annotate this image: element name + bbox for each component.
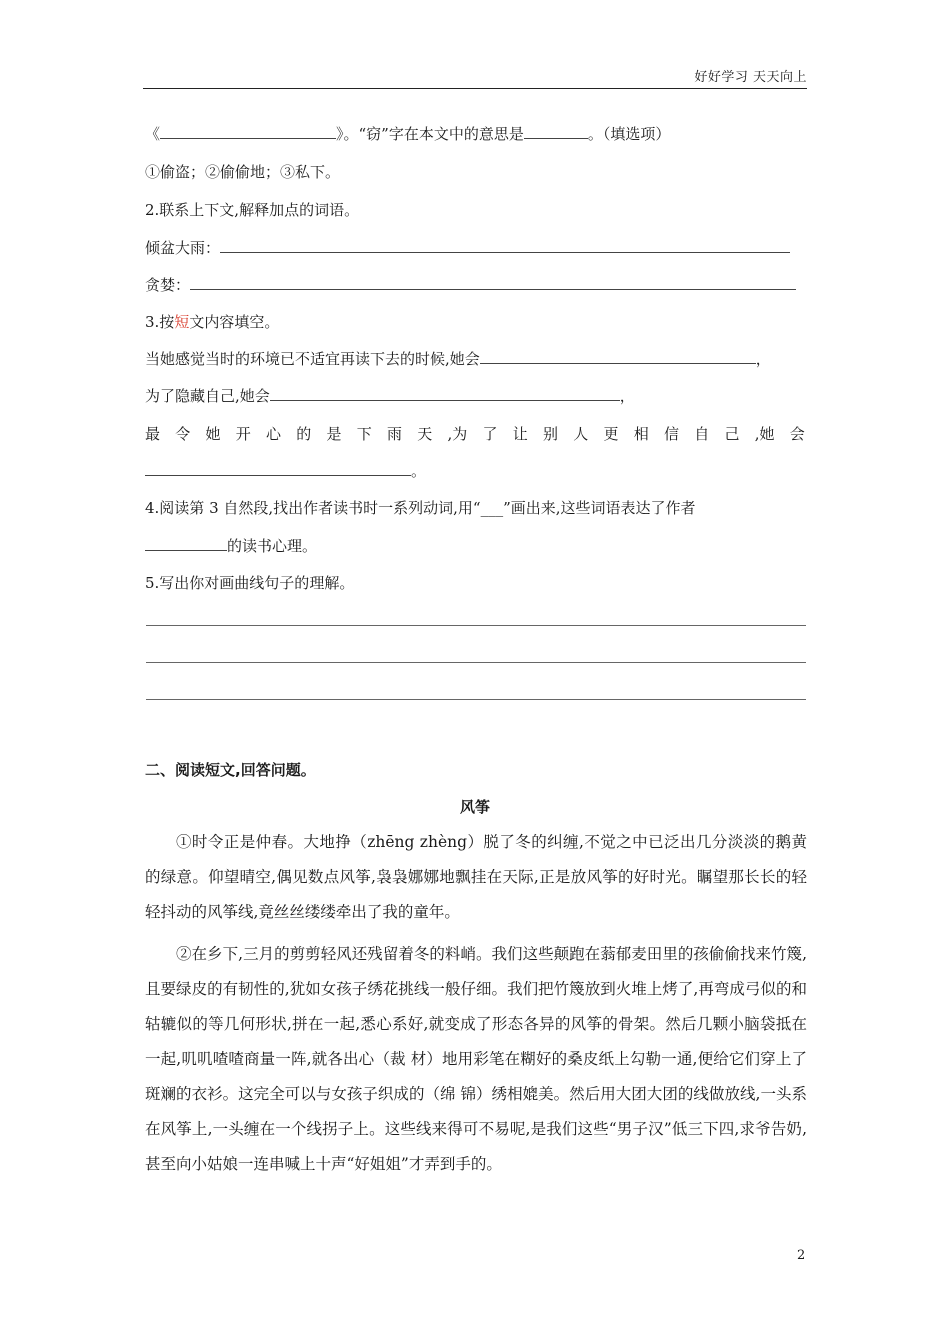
q4-line2-text: 的读书心理。 xyxy=(227,537,318,555)
q3-char: 自 xyxy=(694,425,710,443)
q3-blank1[interactable] xyxy=(480,349,756,364)
q1-open-bracket: 《 xyxy=(145,125,161,143)
q3-char: 让 xyxy=(512,425,528,443)
passage-title: 风筝 xyxy=(459,798,490,816)
q3-char: 信 xyxy=(664,425,680,443)
q3-blank3[interactable] xyxy=(145,461,411,476)
q3-char: ,为 xyxy=(447,425,468,443)
q3-char: ,她 xyxy=(754,425,775,443)
q1-text: 》。“窃”字在本文中的意思是 xyxy=(336,125,524,143)
q3-prompt-b: 文内容填空。 xyxy=(189,313,280,331)
q3-prompt-a: 3.按 xyxy=(145,313,175,331)
q3-line1-text: 当她感觉当时的环境已不适宜再读下去的时候,她会 xyxy=(145,350,480,368)
q3-blank2[interactable] xyxy=(270,386,620,401)
q3-char: 别 xyxy=(543,425,559,443)
q3-prompt xyxy=(145,312,279,332)
q1-blank-title[interactable] xyxy=(160,124,336,139)
q3-char: 是 xyxy=(326,425,342,443)
q2-word2-label: 贪婪： xyxy=(145,276,191,294)
q3-char: 下 xyxy=(356,425,372,443)
passage-paragraph-2: ②在乡下,三月的剪剪轻风还残留着冬的料峭。我们这些颠跑在蓊郁麦田里的孩偷偷找来竹篾,且要绿皮的有韧性的,犹如女孩子绣花挑线一般仔细。我们把竹篾放到火堆上烤了,再弯成弓似的和轱辘似的等几何形状,拼在一起,悉心系好,就变成了形态各异的风筝的骨架。然后几颗小脑袋抵在一起,叽叽喳喳商量一阵,就各出心（裁 材）地用彩笔在糊好的桑皮纸上勾勒一通,便给它们穿上了斑斓的衣衫。这完全可以与女孩子织成的（绵 锦）绣相媲美。然后用大团大团的线做放线,一头系在风筝上,一头缠在一个线拐子上。这些线来得可不易呢,是我们这些“男子汉”低三下四,求爷告奶,甚至向小姑娘一连串喊上十声“好姐姐”才弄到手的。 xyxy=(145,945,807,1173)
q5-answer-line[interactable] xyxy=(146,662,806,663)
q3-char: 雨 xyxy=(387,425,403,443)
q3-char: 了 xyxy=(482,425,498,443)
q2-word2-blank[interactable] xyxy=(190,275,796,290)
q3-line2-end: ， xyxy=(619,387,635,405)
q3-char: 人 xyxy=(573,425,589,443)
q3-line1 xyxy=(145,349,771,369)
q1-line xyxy=(145,124,670,144)
header-divider xyxy=(143,88,807,89)
q2-word1-label: 倾盆大雨： xyxy=(145,239,221,257)
q5-answer-line[interactable] xyxy=(146,625,806,626)
q2-word1-row xyxy=(145,238,790,258)
q3-char: 开 xyxy=(235,425,251,443)
q5-prompt: 5.写出你对画曲线句子的理解。 xyxy=(145,574,355,592)
q3-char: 最 xyxy=(145,425,161,443)
passage-paragraph-1: ①时令正是仲春。大地挣（zhēng zhèng）脱了冬的纠缠,不觉之中已泛出几分淡淡的鹅黄的绿意。仰望晴空,偶见数点风筝,袅袅娜娜地飘挂在天际,正是放风筝的好时光。瞩望那长长的轻轻抖动的风筝线,竟丝丝缕缕牵出了我的童年。 xyxy=(145,833,807,921)
q1-blank-meaning[interactable] xyxy=(524,124,588,139)
q2-word2-row xyxy=(145,275,796,295)
q3-char: 己 xyxy=(724,425,740,443)
page-header: 好好学习 天天向上 xyxy=(694,70,807,85)
q3-char: 相 xyxy=(633,425,649,443)
q4-blank[interactable] xyxy=(145,536,227,551)
q3-line2 xyxy=(145,386,635,406)
page-number: 2 xyxy=(797,1248,806,1263)
q3-char: 天 xyxy=(417,425,433,443)
q3-char: 她 xyxy=(205,425,221,443)
q3-line4-end: 。 xyxy=(411,462,427,480)
q4-line1: 4.阅读第 3 自然段,找出作者读书时一系列动词,用“___”画出来,这些词语表达了作者 xyxy=(145,499,696,517)
q3-char: 的 xyxy=(296,425,312,443)
q3-char: 更 xyxy=(603,425,619,443)
q2-word1-blank[interactable] xyxy=(220,238,790,253)
q3-line4 xyxy=(145,461,426,481)
q3-line2-text: 为了隐藏自己,她会 xyxy=(145,387,270,405)
q3-char: 心 xyxy=(266,425,282,443)
q1-options: ①偷盗；②偷偷地；③私下。 xyxy=(145,163,341,181)
q2-prompt: 2.联系上下文,解释加点的词语。 xyxy=(145,201,360,219)
q4-line2 xyxy=(145,536,317,556)
q3-char: 会 xyxy=(789,425,805,443)
q3-char: 令 xyxy=(175,425,191,443)
section2-heading: 二、阅读短文,回答问题。 xyxy=(145,761,316,779)
q3-prompt-highlight: 短 xyxy=(174,313,190,331)
q3-line3 xyxy=(145,424,805,444)
q5-answer-line[interactable] xyxy=(146,699,806,700)
q3-line1-end: ， xyxy=(755,350,771,368)
q1-tail: 。（填选项） xyxy=(587,125,671,143)
